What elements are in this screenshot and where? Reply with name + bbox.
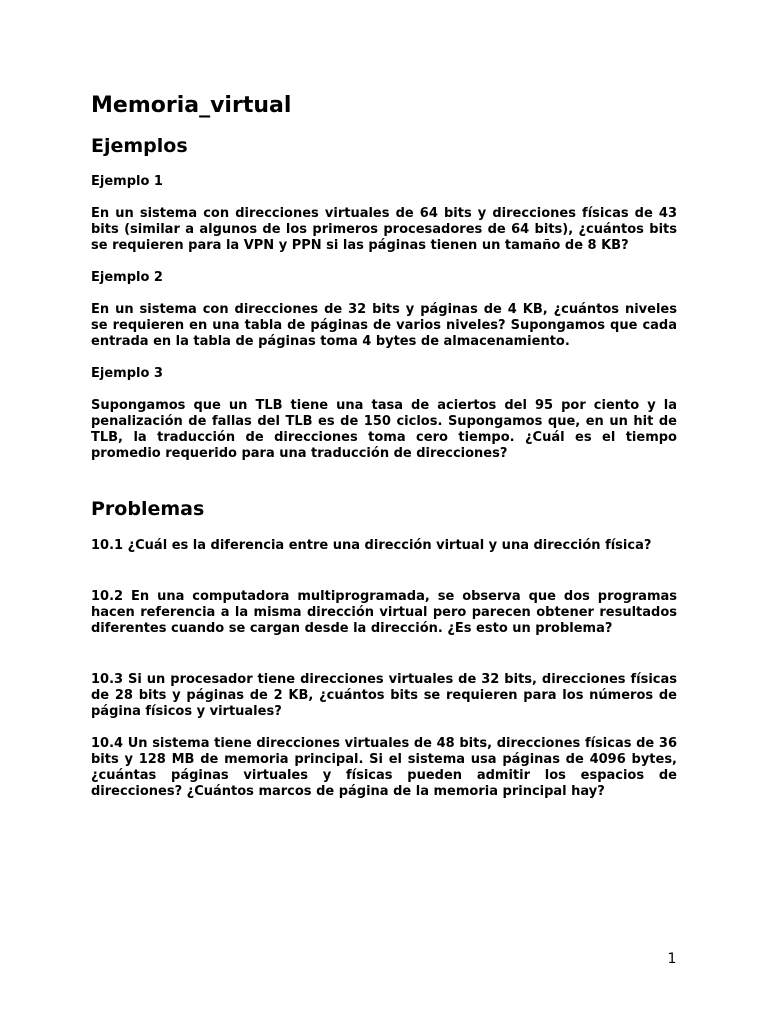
example-3 — [91, 366, 677, 462]
example-text: Supongamos que un TLB tiene una tasa de aciertos del 95 por ciento y la penalización de fallas del TLB es de 150 ciclos. Supongamos que, en un hit de TLB, la traducción de direcciones toma cero tiempo. ¿Cuál es el tiempo promedio requerido para una traducción de direcciones? — [91, 398, 677, 461]
example-label: Ejemplo 1 — [91, 174, 163, 189]
section-heading-problemas: Problemas — [91, 498, 205, 520]
example-1 — [91, 174, 677, 254]
example-label: Ejemplo 2 — [91, 270, 163, 285]
page-number: 1 — [667, 951, 677, 967]
problem-10-4: 10.4 Un sistema tiene direcciones virtuales de 48 bits, direcciones físicas de 36 bits y 128 MB de memoria principal. Si el sistema usa páginas de 4096 bytes, ¿cuántas páginas virtuales y físicas pueden admitir los espacios de direcciones? ¿Cuántos marcos de página de la memoria principal hay? — [91, 736, 677, 799]
example-text: En un sistema con direcciones virtuales de 64 bits y direcciones físicas de 43 bits (similar a algunos de los primeros procesadores de 64 bits), ¿cuántos bits se requieren para la VPN y PPN si las páginas tienen un tamaño de 8 KB? — [91, 206, 677, 253]
document-title: Memoria_virtual — [91, 93, 292, 118]
problem-10-1: 10.1 ¿Cuál es la diferencia entre una dirección virtual y una dirección física? — [91, 538, 652, 553]
example-text: En un sistema con direcciones de 32 bits y páginas de 4 KB, ¿cuántos niveles se requieren en una tabla de páginas de varios niveles? Supongamos que cada entrada en la tabla de páginas toma 4 bytes de almacenamiento. — [91, 302, 677, 349]
example-label: Ejemplo 3 — [91, 366, 163, 381]
document-page — [91, 92, 677, 816]
problem-10-3: 10.3 Si un procesador tiene direcciones virtuales de 32 bits, direcciones físicas de 28 bits y páginas de 2 KB, ¿cuántos bits se requieren para los números de página físicos y virtuales? — [91, 672, 677, 719]
example-2 — [91, 270, 677, 350]
section-heading-ejemplos: Ejemplos — [91, 135, 188, 157]
problem-10-2: 10.2 En una computadora multiprogramada, se observa que dos programas hacen referencia a la misma dirección virtual pero parecen obtener resultados diferentes cuando se cargan desde la dirección. ¿Es esto un problema? — [91, 589, 677, 636]
